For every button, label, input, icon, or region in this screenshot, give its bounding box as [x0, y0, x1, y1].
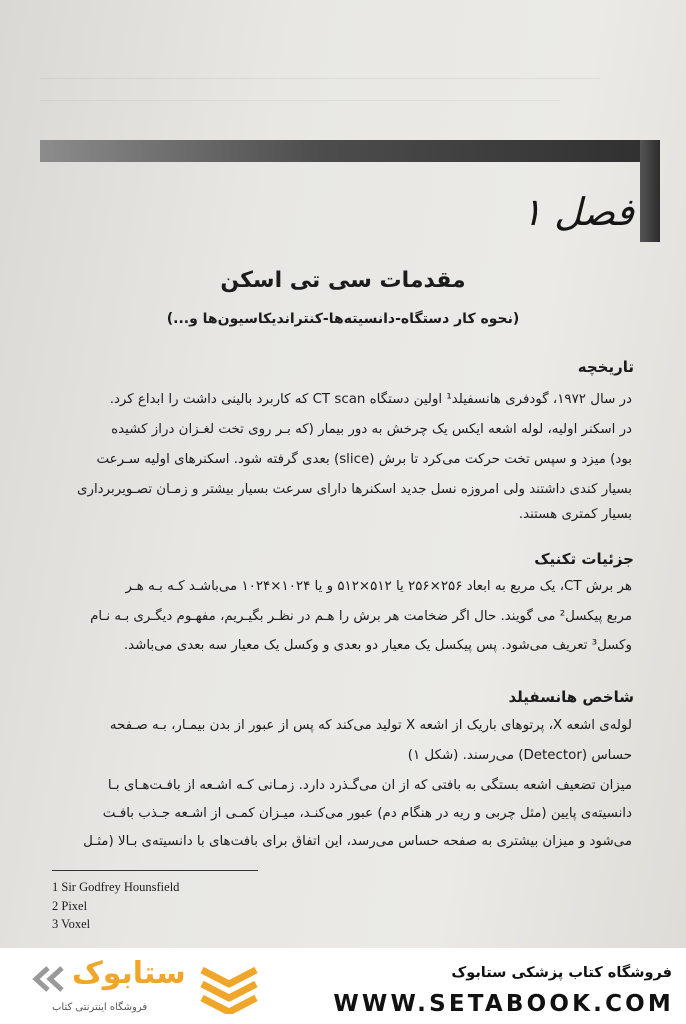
paragraph-line: بود) میزد و سپس تخت حرکت می‌کرد تا برش (slice) بعدی گرفته شود. اسکنرهای اولیه سـرعت: [96, 452, 632, 467]
section-heading-technique: جزئیات تکنیک: [534, 550, 634, 568]
store-name: فروشگاه کتاب پزشکی ستابوک: [451, 965, 672, 981]
bleed-through-line: [40, 78, 600, 79]
paragraph-line: میزان تضعیف اشعه بستگی به بافتی که از ان می‌گـذرد دارد. زمـانی کـه اشـعه از بافـت‌هـای بـا: [107, 778, 632, 793]
chapter-label: فصل ۱: [521, 190, 634, 234]
section-heading-history: تاریخچه: [577, 358, 634, 376]
paragraph-line: بسیار کندی داشتند ولی امروزه نسل جدید اسکنرها دارای سرعت بسیار بیشتر و زمـان تصـویربرداری: [77, 482, 632, 497]
paragraph-line: در اسکنر اولیه، لوله اشعه ایکس یک چرخش به دور بیمار (که بـر روی تخت لغـزان دراز کشیده: [111, 422, 632, 437]
footnote-1: 1 Sir Godfrey Hounsfield: [52, 880, 180, 894]
double-chevron-icon: [30, 964, 70, 994]
logo-wordmark: ستابوک: [72, 956, 186, 991]
paragraph-line: حساس (Detector) می‌رسند. (شکل ۱): [407, 748, 632, 763]
paragraph-line: وکسل³ تعریف می‌شود. پس پیکسل یک معیار دو بعدی و وکسل یک معیار سه بعدی می‌باشد.: [123, 638, 632, 653]
paragraph-line: مربع پیکسل² می گویند. حال اگر ضخامت هر برش را هـم در نظـر بگیـریم، مفهـوم دیگـری بـه نـام: [90, 609, 632, 624]
footnote-3: 3 Voxel: [52, 917, 91, 931]
footnote-rule: [52, 870, 258, 871]
footnote-2: 2 Pixel: [52, 899, 88, 913]
bleed-through-line: [40, 100, 560, 101]
book-stack-logo-icon: [198, 964, 260, 1014]
paragraph-line: هر برش CT، یک مربع به ابعاد ۲۵۶×۲۵۶ یا ۵۱۲×۵۱۲ و یا ۱۰۲۴×۱۰۲۴ می‌باشـد کـه بـه هـر: [125, 579, 632, 594]
store-url[interactable]: WWW.SETABOOK.COM: [333, 991, 674, 1017]
page-subtitle: (نحوه کار دستگاه-دانسیته‌ها-کنتراندیکاسیون‌ها و...): [166, 311, 520, 327]
paragraph-line: دانسیته‌ی پایین (مثل چربی و ریه در هنگام دم) عبور می‌کنـد، میـزان کمـی از اشـعه جـذب بافـت: [102, 806, 632, 821]
paragraph-line: در سال ۱۹۷۲، گودفری هانسفیلد¹ اولین دستگاه CT scan که کاربرد بالینی داشت را ابداع کرد.: [109, 392, 632, 407]
chapter-header-post: [640, 140, 660, 242]
paragraph-line: لوله‌ی اشعه X، پرتوهای باریک از اشعه X تولید می‌کند که پس از عبور از بدن بیمـار، بـه صـفحه: [109, 718, 632, 733]
chapter-header-band: [40, 140, 660, 162]
section-heading-hounsfield: شاخص هانسفیلد: [508, 688, 634, 706]
page-title: مقدمات سی تی اسکن: [220, 268, 466, 293]
paragraph-line: می‌شود و میزان بیشتری به صفحه حساس می‌رسد، این اتفاق برای بافت‌های با دانسیته‌ی بـالا (مثـل: [83, 834, 632, 849]
paragraph-line: بسیار کمتری هستند.: [518, 507, 632, 522]
logo-tagline: فروشگاه اینترنتی کتاب: [52, 1002, 148, 1013]
